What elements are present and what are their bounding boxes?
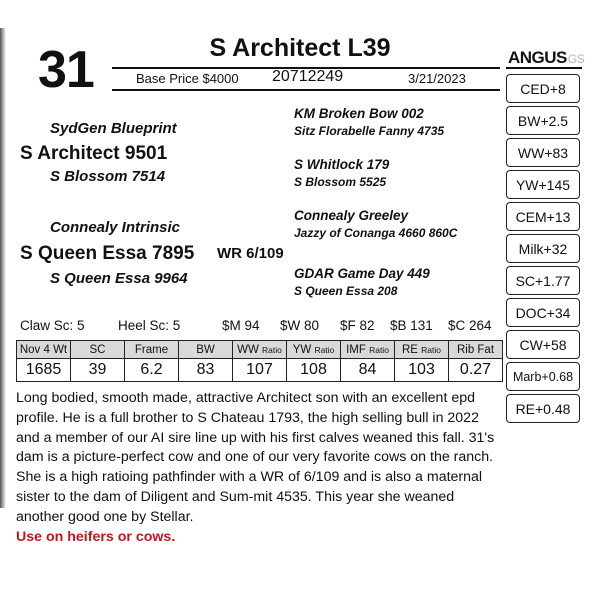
g2-dam: S Blossom 5525 xyxy=(294,175,387,189)
base-price: Base Price $4000 xyxy=(136,71,239,86)
value-cell: 0.27 xyxy=(449,359,503,382)
page-edge-shadow xyxy=(0,28,6,508)
registration-number: 20712249 xyxy=(272,68,344,85)
description xyxy=(16,389,500,547)
value-cell: 103 xyxy=(395,359,449,382)
epd-milk: Milk+32 xyxy=(506,234,580,263)
table-header-row xyxy=(17,341,503,359)
lot-number: 31 xyxy=(38,41,94,99)
dollar-f: $F 82 xyxy=(340,318,375,333)
claw-score: Claw Sc: 5 xyxy=(20,318,85,333)
header-cell: YW Ratio xyxy=(287,341,341,359)
g1-sire: KM Broken Bow 002 xyxy=(294,106,424,121)
dam-dam: S Queen Essa 9964 xyxy=(50,270,188,287)
heel-score: Heel Sc: 5 xyxy=(118,318,181,333)
header-cell: Nov 4 Wt xyxy=(17,341,71,359)
header-cell: RE Ratio xyxy=(395,341,449,359)
epd-ced: CED+8 xyxy=(506,74,580,103)
epd-cw: CW+58 xyxy=(506,330,580,359)
dollar-w: $W 80 xyxy=(280,318,320,333)
dam-weaning-ratio: WR 6/109 xyxy=(217,245,284,262)
g1-dam: Sitz Florabelle Fanny 4735 xyxy=(294,124,445,138)
dollar-m: $M 94 xyxy=(222,318,260,333)
epd-re: RE+0.48 xyxy=(506,394,580,423)
header-cell: Rib Fat xyxy=(449,341,503,359)
header-cell: BW xyxy=(179,341,233,359)
dollar-b: $B 131 xyxy=(390,318,433,333)
birth-date: 3/21/2023 xyxy=(408,71,466,86)
value-cell: 107 xyxy=(233,359,287,382)
dollar-c: $C 264 xyxy=(448,318,492,333)
header-cell: WW Ratio xyxy=(233,341,287,359)
gs-logo-text: GS xyxy=(567,52,585,66)
epd-yw: YW+145 xyxy=(506,170,580,199)
value-cell: 1685 xyxy=(17,359,71,382)
g3-dam: Jazzy of Conanga 4660 860C xyxy=(294,226,458,240)
dam: S Queen Essa 7895 xyxy=(20,243,195,264)
header-cell: IMF Ratio xyxy=(341,341,395,359)
value-cell: 108 xyxy=(287,359,341,382)
sire-dam: S Blossom 7514 xyxy=(50,168,166,185)
epd-cem: CEM+13 xyxy=(506,202,580,231)
g2-sire: S Whitlock 179 xyxy=(294,157,390,172)
description-text: Long bodied, smooth made, attractive Architect son with an excellent epd profile. He is a full brother to S Chateau 1793, the high selling bull in 2022 and a member of our AI sire line up with his first calves weaned this fall. 31's dam is a picture-perfect cow and one of our very favorite cows on the ranch. She is a high ratioing pathfinder with a WR of 6/109 and is also a maternal sister to the dam of Diligent and Sum-mit 4535. This year she weaned another good one by Stellar. xyxy=(16,390,495,525)
value-cell: 6.2 xyxy=(125,359,179,382)
sire-sire: SydGen Blueprint xyxy=(50,120,177,137)
epd-sc: SC+1.77 xyxy=(506,266,580,295)
closing-note: Use on heifers or cows. xyxy=(16,528,176,545)
value-cell: 83 xyxy=(179,359,233,382)
g4-sire: GDAR Game Day 449 xyxy=(294,266,430,281)
g4-dam: S Queen Essa 208 xyxy=(294,284,398,298)
table-value-row xyxy=(17,359,503,382)
value-cell: 84 xyxy=(341,359,395,382)
header-cell: SC xyxy=(71,341,125,359)
logo-rule xyxy=(506,67,582,69)
epd-bw: BW+2.5 xyxy=(506,106,580,135)
value-cell: 39 xyxy=(71,359,125,382)
dam-sire: Connealy Intrinsic xyxy=(50,219,181,236)
epd-marb: Marb+0.68 xyxy=(506,362,580,391)
title-rule-bottom xyxy=(112,89,500,91)
sire: S Architect 9501 xyxy=(20,143,168,164)
angus-gs-logo xyxy=(508,48,584,68)
animal-name: S Architect L39 xyxy=(209,34,391,62)
epd-doc: DOC+34 xyxy=(506,298,580,327)
angus-logo-text: ANGUS xyxy=(508,48,567,67)
performance-table xyxy=(16,340,503,382)
header-cell: Frame xyxy=(125,341,179,359)
epd-ww: WW+83 xyxy=(506,138,580,167)
g3-sire: Connealy Greeley xyxy=(294,208,409,223)
